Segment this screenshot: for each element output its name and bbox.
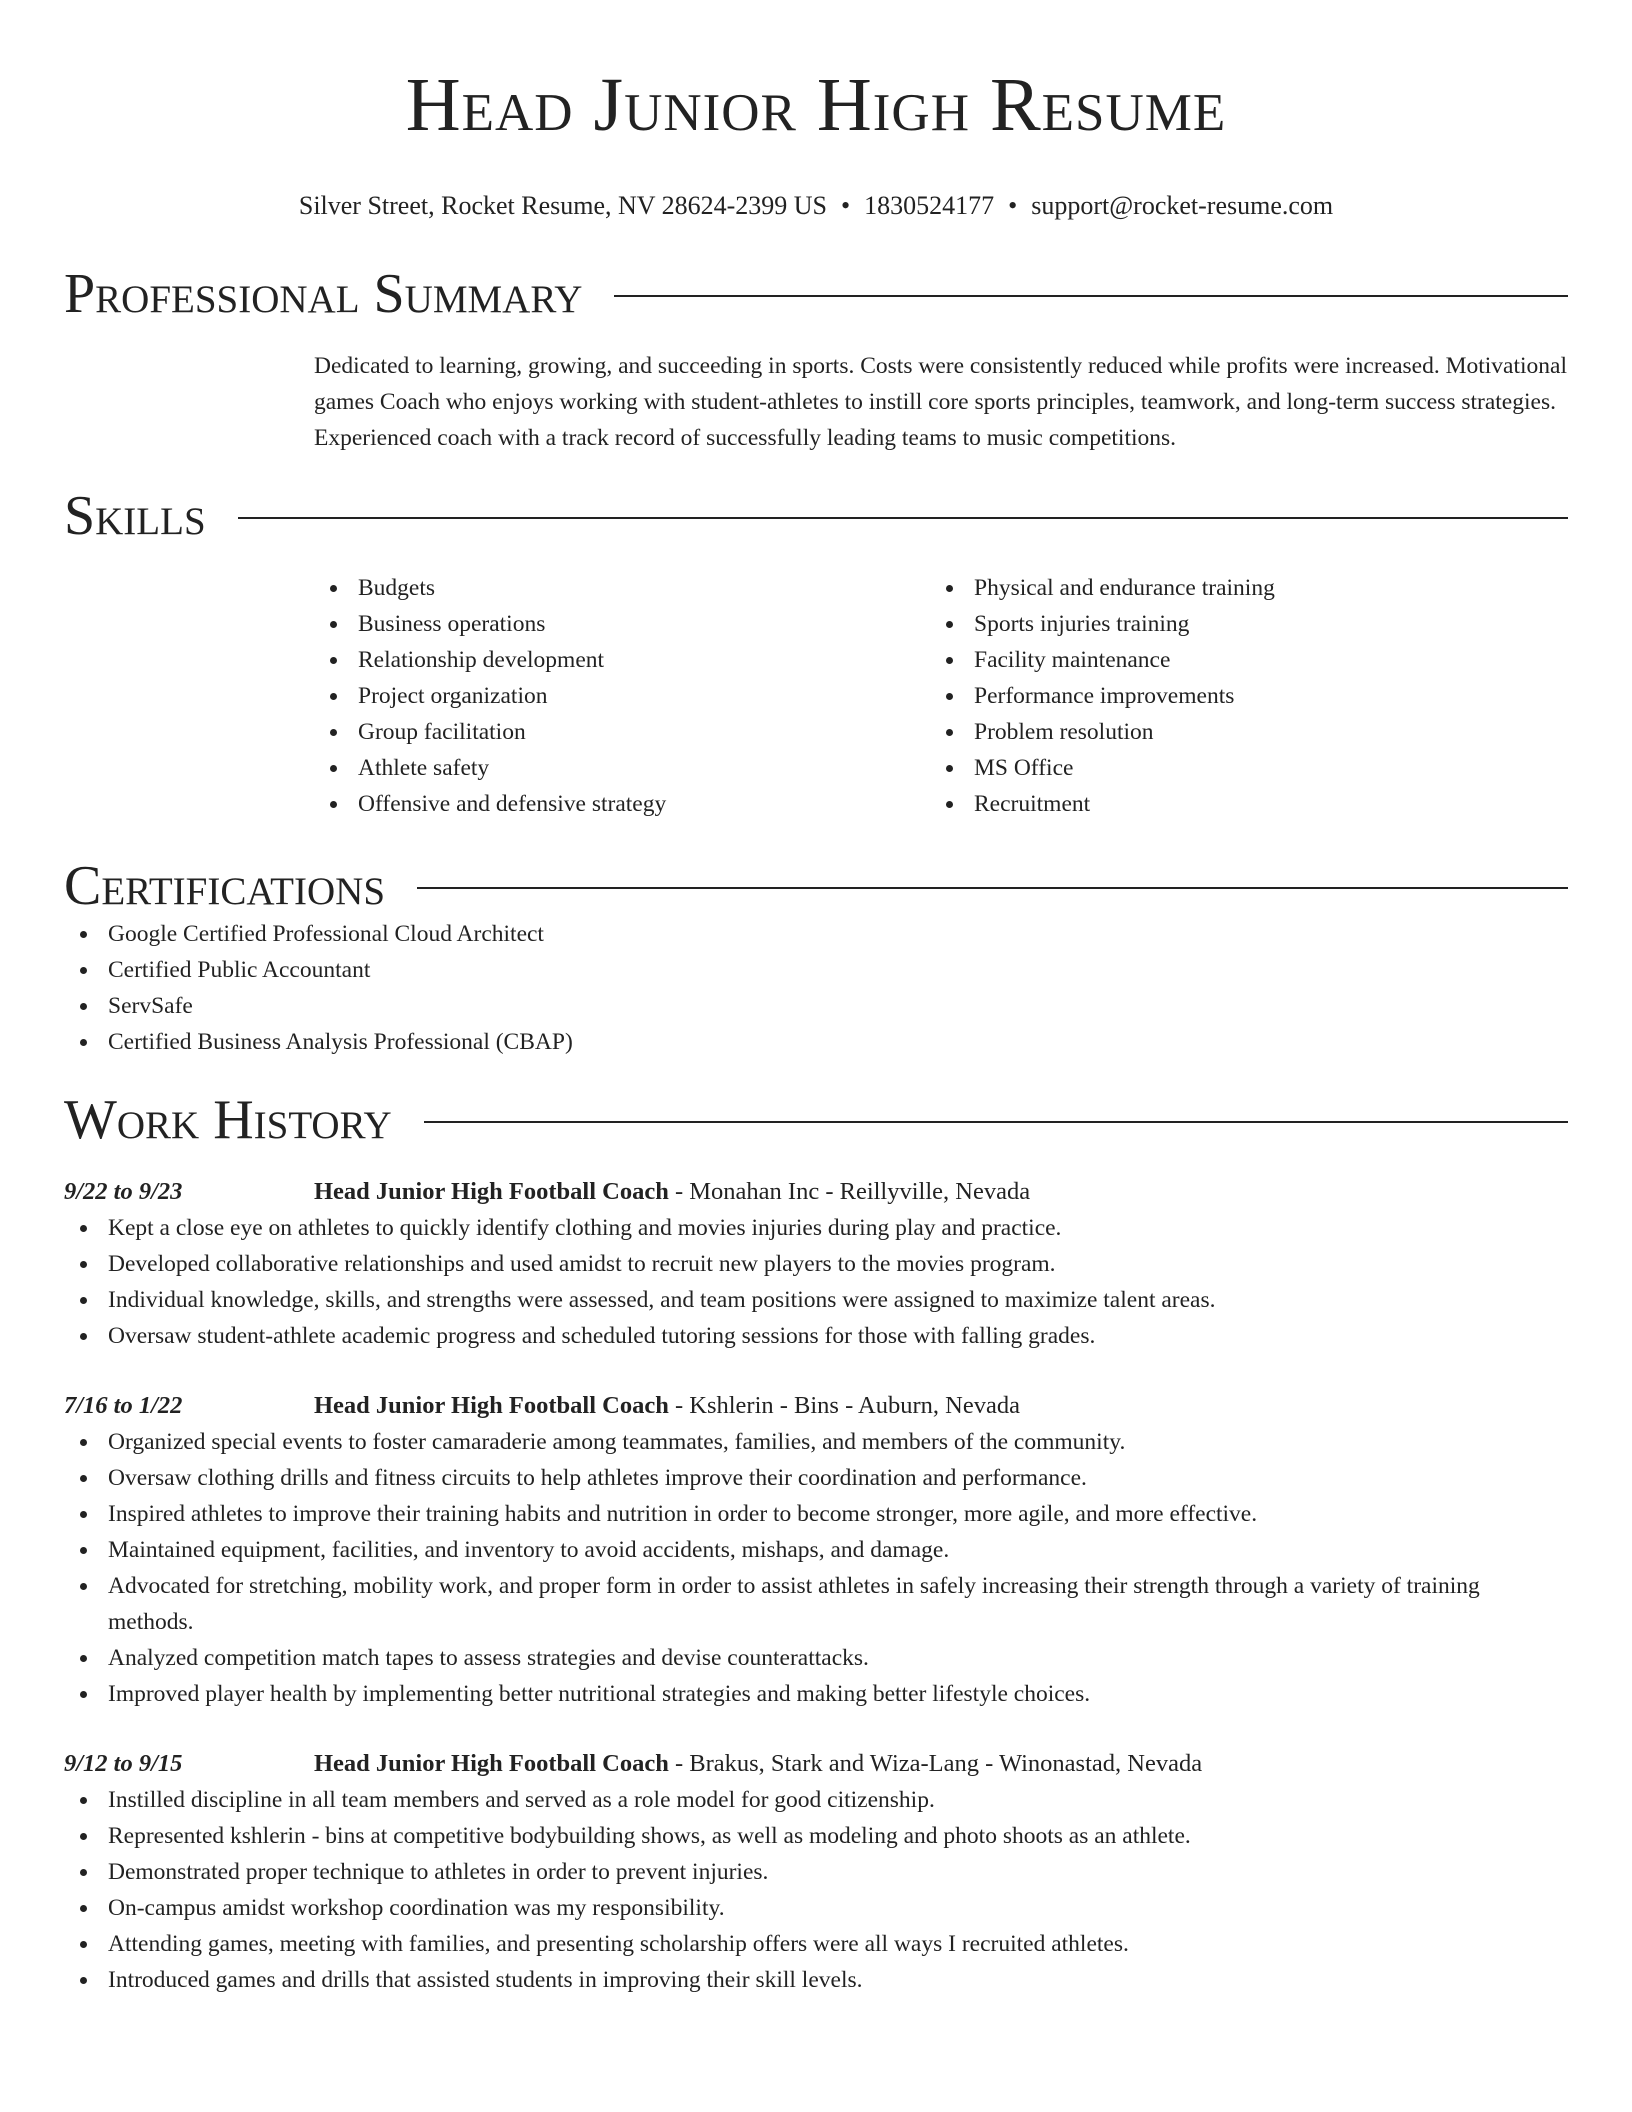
certifications-list <box>64 916 1568 1060</box>
summary-section-title: Professional Summary <box>64 263 583 325</box>
skill-item: Performance improvements <box>930 678 1546 714</box>
job-bullet: Individual knowledge, skills, and strengths were assessed, and team positions were assigned to maximize talent areas. <box>64 1282 1568 1318</box>
skills-section-header <box>64 486 1568 546</box>
skills-list-left <box>314 570 930 822</box>
contact-line <box>64 190 1568 222</box>
certification-item: ServSafe <box>64 988 1568 1024</box>
work-history-section-title: Work History <box>64 1089 392 1151</box>
job-entry <box>64 1174 1568 1354</box>
job-bullet: Kept a close eye on athletes to quickly identify clothing and movies injuries during play and practice. <box>64 1210 1568 1246</box>
skill-item: Athlete safety <box>314 750 930 786</box>
certifications-section-header <box>64 856 1568 916</box>
job-dates: 9/22 to 9/23 <box>64 1178 183 1205</box>
certification-item: Google Certified Professional Cloud Architect <box>64 916 1568 952</box>
job-employer: - Brakus, Stark and Wiza-Lang - Winonastad, Nevada <box>668 1750 1203 1777</box>
job-entry <box>64 1388 1568 1712</box>
job-header <box>64 1746 1568 1782</box>
skill-item: Facility maintenance <box>930 642 1546 678</box>
skills-section-title: Skills <box>64 485 206 547</box>
job-heading <box>314 1388 1020 1424</box>
job-bullet: Oversaw student-athlete academic progress and scheduled tutoring sessions for those with falling grades. <box>64 1318 1568 1354</box>
skill-item: Relationship development <box>314 642 930 678</box>
job-bullet: Advocated for stretching, mobility work, and proper form in order to assist athletes in safely increasing their strength through a variety of training methods. <box>64 1568 1568 1640</box>
job-heading <box>314 1174 1030 1210</box>
job-bullet: Improved player health by implementing better nutritional strategies and making better lifestyle choices. <box>64 1676 1568 1712</box>
job-bullet: Oversaw clothing drills and fitness circuits to help athletes improve their coordination and performance. <box>64 1460 1568 1496</box>
skills-grid <box>314 570 1568 822</box>
summary-text: Dedicated to learning, growing, and succeeding in sports. Costs were consistently reduced while profits were increased. Motivational games Coach who enjoys working with student-athletes to instill core sports principles, teamwork, and long-term success strategies. Experienced coach with a track record of successfully leading teams to music competitions. <box>314 353 1567 451</box>
section-divider <box>424 1121 1568 1123</box>
summary-section-header <box>64 264 1568 324</box>
certifications-section-title: Certifications <box>64 855 386 917</box>
skill-item: MS Office <box>930 750 1546 786</box>
job-title: Head Junior High Football Coach <box>314 1178 669 1205</box>
job-dates: 7/16 to 1/22 <box>64 1392 183 1419</box>
section-divider <box>417 887 1568 889</box>
skill-item: Sports injuries training <box>930 606 1546 642</box>
contact-separator: • <box>841 191 851 220</box>
skill-item: Project organization <box>314 678 930 714</box>
job-bullet-list <box>64 1424 1568 1712</box>
job-bullet: On-campus amidst workshop coordination was my responsibility. <box>64 1890 1568 1926</box>
job-bullet: Maintained equipment, facilities, and inventory to avoid accidents, mishaps, and damage. <box>64 1532 1568 1568</box>
skill-item: Group facilitation <box>314 714 930 750</box>
work-history-section-header <box>64 1090 1568 1150</box>
job-header <box>64 1388 1568 1424</box>
skill-item: Recruitment <box>930 786 1546 822</box>
job-bullet: Attending games, meeting with families, and presenting scholarship offers were all ways I recruited athletes. <box>64 1926 1568 1962</box>
job-bullet-list <box>64 1782 1568 1998</box>
section-divider <box>238 517 1568 519</box>
contact-phone: 1830524177 <box>864 191 995 220</box>
job-employer: - Kshlerin - Bins - Auburn, Nevada <box>668 1392 1020 1419</box>
skill-item: Problem resolution <box>930 714 1546 750</box>
job-bullet: Inspired athletes to improve their training habits and nutrition in order to become stronger, more agile, and more effective. <box>64 1496 1568 1532</box>
job-entry <box>64 1746 1568 1998</box>
job-bullet: Introduced games and drills that assisted students in improving their skill levels. <box>64 1962 1568 1998</box>
job-bullet: Demonstrated proper technique to athletes in order to prevent injuries. <box>64 1854 1568 1890</box>
job-dates: 9/12 to 9/15 <box>64 1750 183 1777</box>
contact-address: Silver Street, Rocket Resume, NV 28624-2399 US <box>298 191 827 220</box>
job-bullet: Developed collaborative relationships and used amidst to recruit new players to the movies program. <box>64 1246 1568 1282</box>
job-bullet: Analyzed competition match tapes to assess strategies and devise counterattacks. <box>64 1640 1568 1676</box>
skill-item: Budgets <box>314 570 930 606</box>
skill-item: Business operations <box>314 606 930 642</box>
contact-email: support@rocket-resume.com <box>1031 191 1334 220</box>
job-heading <box>314 1746 1202 1782</box>
contact-separator: • <box>1008 191 1018 220</box>
certification-item: Certified Business Analysis Professional (CBAP) <box>64 1024 1568 1060</box>
skill-item: Offensive and defensive strategy <box>314 786 930 822</box>
job-bullet-list <box>64 1210 1568 1354</box>
resume-name: Head Junior High Resume <box>405 63 1227 147</box>
job-bullet: Represented kshlerin - bins at competitive bodybuilding shows, as well as modeling and photo shoots as an athlete. <box>64 1818 1568 1854</box>
skills-list-right <box>930 570 1546 822</box>
job-header <box>64 1174 1568 1210</box>
certification-item: Certified Public Accountant <box>64 952 1568 988</box>
job-bullet: Organized special events to foster camaraderie among teammates, families, and members of the community. <box>64 1424 1568 1460</box>
skill-item: Physical and endurance training <box>930 570 1546 606</box>
job-employer: - Monahan Inc - Reillyville, Nevada <box>668 1178 1031 1205</box>
job-title: Head Junior High Football Coach <box>314 1392 669 1419</box>
job-bullet: Instilled discipline in all team members and served as a role model for good citizenship. <box>64 1782 1568 1818</box>
section-divider <box>614 295 1568 297</box>
job-title: Head Junior High Football Coach <box>314 1750 669 1777</box>
